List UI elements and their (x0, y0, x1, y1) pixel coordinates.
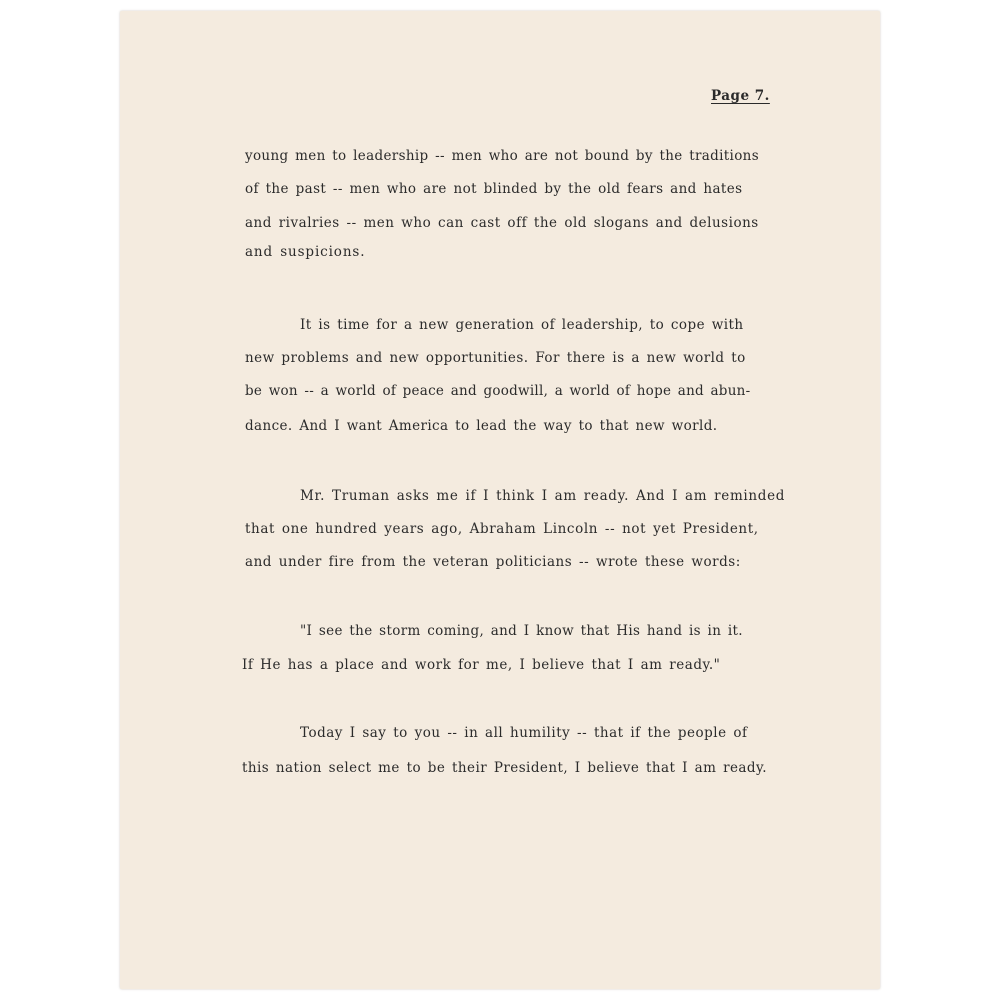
text-line: and under fire from the veteran politicians -- wrote these words: (245, 554, 741, 570)
text-line: that one hundred years ago, Abraham Lincoln -- not yet President, (245, 521, 759, 537)
text-line: and suspicions. (245, 244, 366, 260)
text-line: Mr. Truman asks me if I think I am ready. And I am reminded (300, 488, 786, 504)
text-line: and rivalries -- men who can cast off the old slogans and delusions (245, 215, 759, 231)
text-line: be won -- a world of peace and goodwill, a world of hope and abun- (245, 383, 751, 399)
text-line: dance. And I want America to lead the way to that new world. (245, 418, 718, 434)
text-line: young men to leadership -- men who are not bound by the traditions (245, 148, 759, 164)
quote-line: "I see the storm coming, and I know that His hand is in it. (300, 623, 743, 639)
text-line: new problems and new opportunities. For there is a new world to (245, 350, 746, 366)
quote-line: If He has a place and work for me, I believe that I am ready." (242, 657, 721, 673)
text-line: Today I say to you -- in all humility -- that if the people of (300, 725, 748, 741)
text-line: of the past -- men who are not blinded by the old fears and hates (245, 181, 743, 197)
text-line: It is time for a new generation of leadership, to cope with (300, 317, 744, 333)
text-line: this nation select me to be their President, I believe that I am ready. (242, 760, 768, 776)
page-number: Page 7. (711, 88, 770, 104)
